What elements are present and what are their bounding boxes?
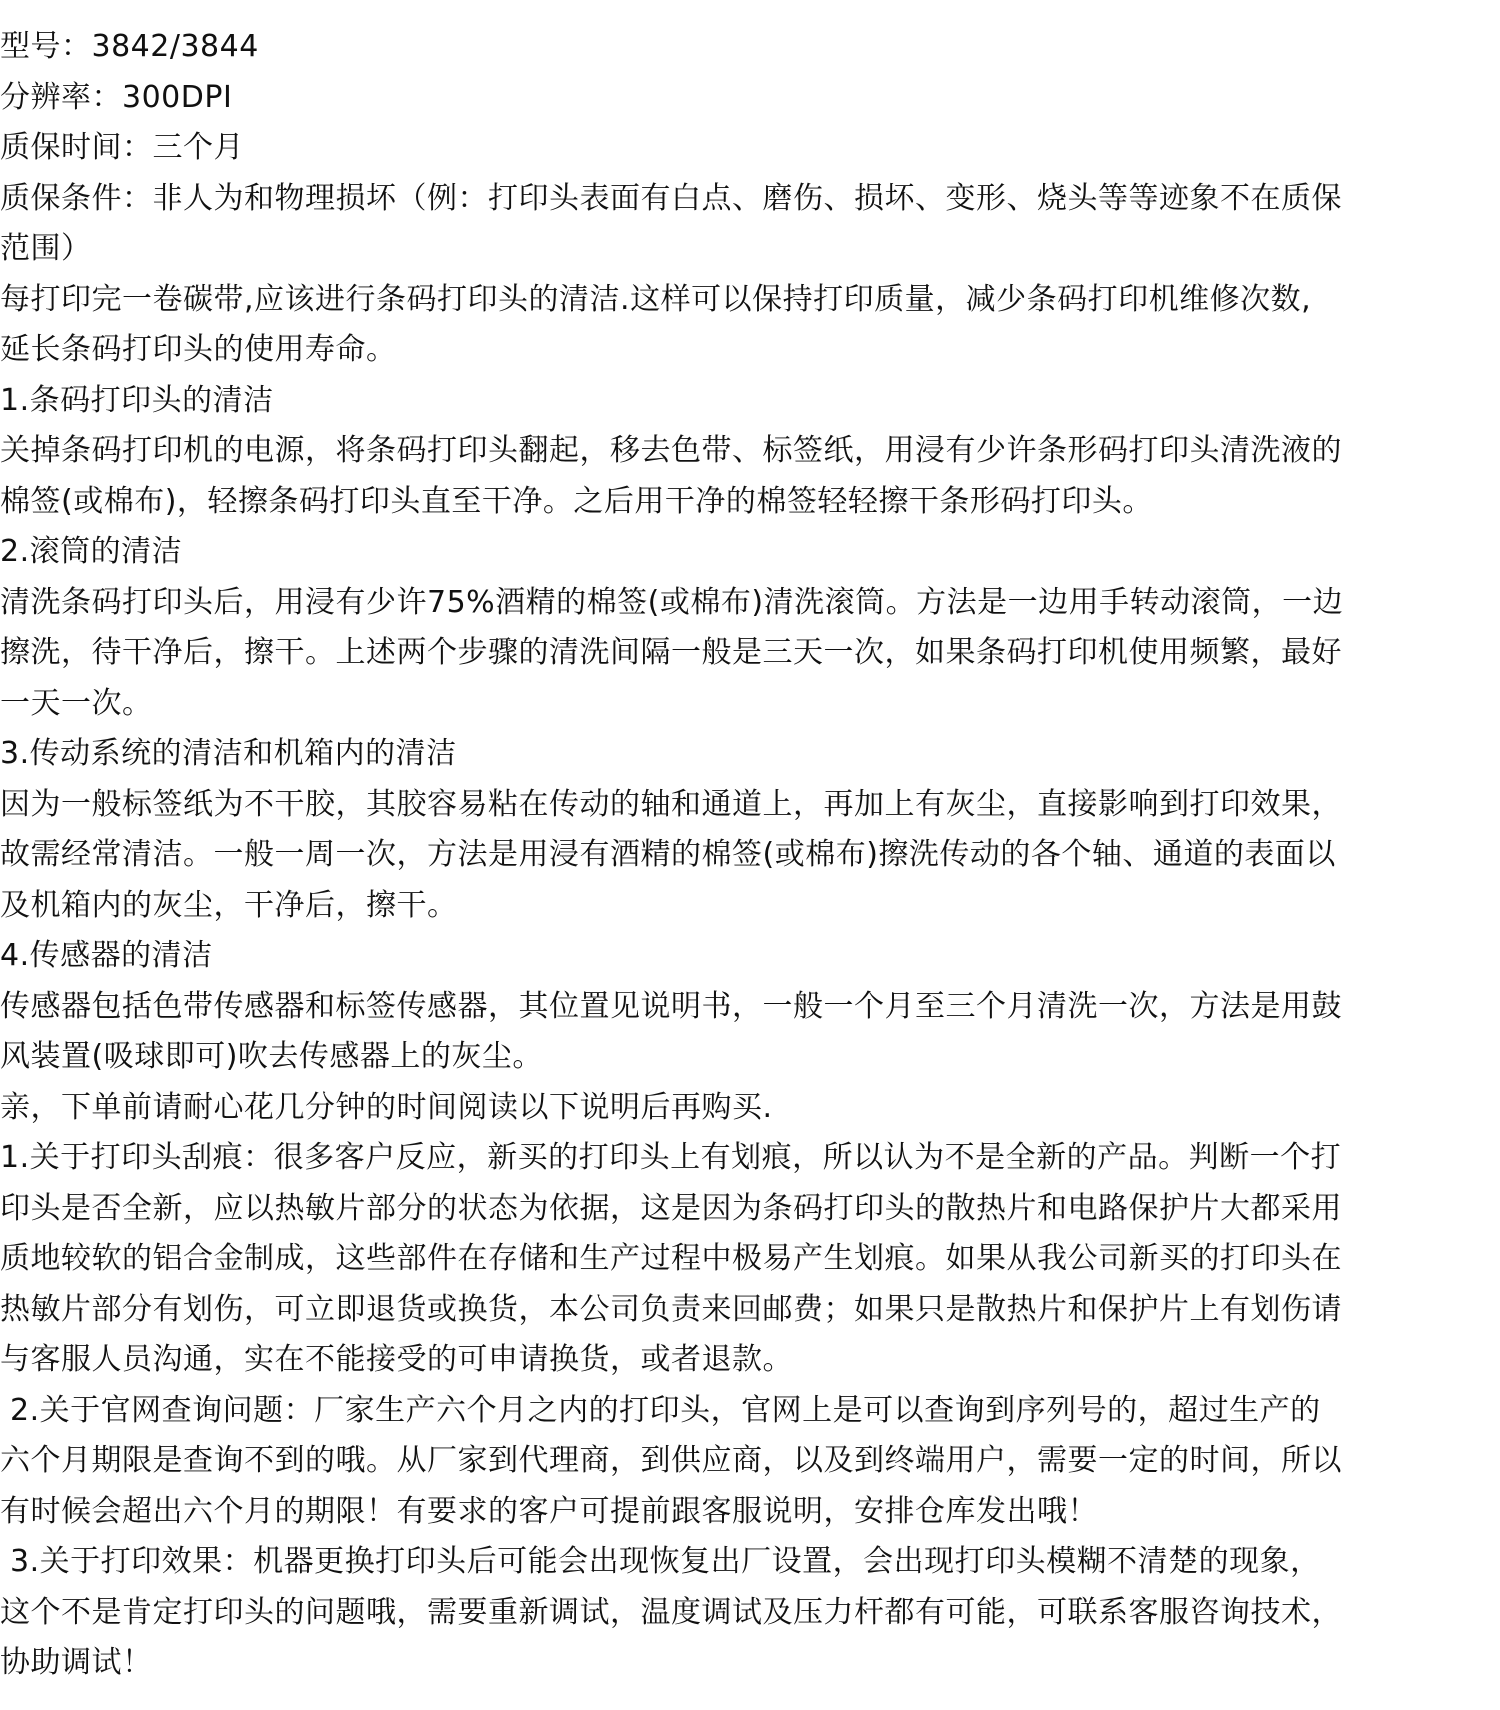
text-line: 热敏片部分有划伤，可立即退货或换货，本公司负责来回邮费；如果只是散热片和保护片上有划伤请 (0, 1291, 1342, 1327)
text-line: 清洗条码打印头后，用浸有少许75%酒精的棉签(或棉布)清洗滚筒。方法是一边用手转动滚筒，一边 (0, 584, 1344, 620)
document-body (0, 22, 1500, 1689)
text-line: 六个月期限是查询不到的哦。从厂家到代理商，到供应商，以及到终端用户，需要一定的时间，所以 (0, 1443, 1342, 1478)
notice-heading: 亲，下单前请耐心花几分钟的时间阅读以下说明后再购买. (0, 1089, 773, 1125)
text-line: 因为一般标签纸为不干胶，其胶容易粘在传动的轴和通道上，再加上有灰尘，直接影响到打印效果， (0, 786, 1342, 822)
text-line: 型号：3842/3844 (0, 29, 259, 64)
text-line: 每打印完一卷碳带,应该进行条码打印头的清洁.这样可以保持打印质量，减少条码打印机维修次数, (0, 281, 1312, 317)
text-line: 1.关于打印头刮痕：很多客户反应，新买的打印头上有划痕，所以认为不是全新的产品。判断一个打 (0, 1140, 1342, 1175)
text-line: 质保条件：非人为和物理损坏（例：打印头表面有白点、磨伤、损坏、变形、烧头等等迹象不在质保 (0, 180, 1342, 216)
section-heading: 2.滚筒的清洁 (0, 534, 183, 569)
text-line: 有时候会超出六个月的期限！有要求的客户可提前跟客服说明，安排仓库发出哦！ (0, 1493, 1098, 1529)
text-line: 传感器包括色带传感器和标签传感器，其位置见说明书，一般一个月至三个月清洗一次，方法是用鼓 (0, 988, 1342, 1024)
text-line: 2.关于官网查询问题：厂家生产六个月之内的打印头，官网上是可以查询到序列号的，超过生产的 (0, 1392, 1321, 1428)
text-line: 关掉条码打印机的电源，将条码打印头翻起，移去色带、标签纸，用浸有少许条形码打印头清洗液的 (0, 433, 1342, 468)
text-line: 3.关于打印效果：机器更换打印头后可能会出现恢复出厂设置，会出现打印头模糊不清楚的现象， (0, 1544, 1321, 1579)
section-heading: 4.传感器的清洁 (0, 938, 213, 973)
text-line: 质保时间：三个月 (0, 130, 244, 165)
text-line: 故需经常清洁。一般一周一次，方法是用浸有酒精的棉签(或棉布)擦洗传动的各个轴、通道的表面以 (0, 837, 1336, 872)
text-line: 擦洗，待干净后，擦干。上述两个步骤的清洗间隔一般是三天一次，如果条码打印机使用频繁，最好 (0, 635, 1342, 670)
text-line: 质地较软的铝合金制成，这些部件在存储和生产过程中极易产生划痕。如果从我公司新买的打印头在 (0, 1241, 1342, 1276)
text-line: 一天一次。 (0, 685, 153, 721)
text-line: 这个不是肯定打印头的问题哦，需要重新调试，温度调试及压力杆都有可能，可联系客服咨询技术， (0, 1594, 1342, 1630)
section-heading: 1.条码打印头的清洁 (0, 382, 274, 418)
text-line: 延长条码打印头的使用寿命。 (0, 332, 397, 367)
text-line: 分辨率：300DPI (0, 79, 233, 115)
section-heading: 3.传动系统的清洁和机箱内的清洁 (0, 736, 457, 771)
text-line: 风装置(吸球即可)吹去传感器上的灰尘。 (0, 1039, 543, 1074)
text-line: 与客服人员沟通，实在不能接受的可申请换货，或者退款。 (0, 1342, 793, 1377)
text-line: 范围） (0, 231, 92, 266)
text-line: 及机箱内的灰尘，干净后，擦干。 (0, 887, 458, 923)
text-line: 棉签(或棉布)，轻擦条码打印头直至干净。之后用干净的棉签轻轻擦干条形码打印头。 (0, 483, 1153, 519)
text-line: 印头是否全新，应以热敏片部分的状态为依据，这是因为条码打印头的散热片和电路保护片大都采用 (0, 1190, 1342, 1226)
text-line: 协助调试！ (0, 1645, 153, 1680)
